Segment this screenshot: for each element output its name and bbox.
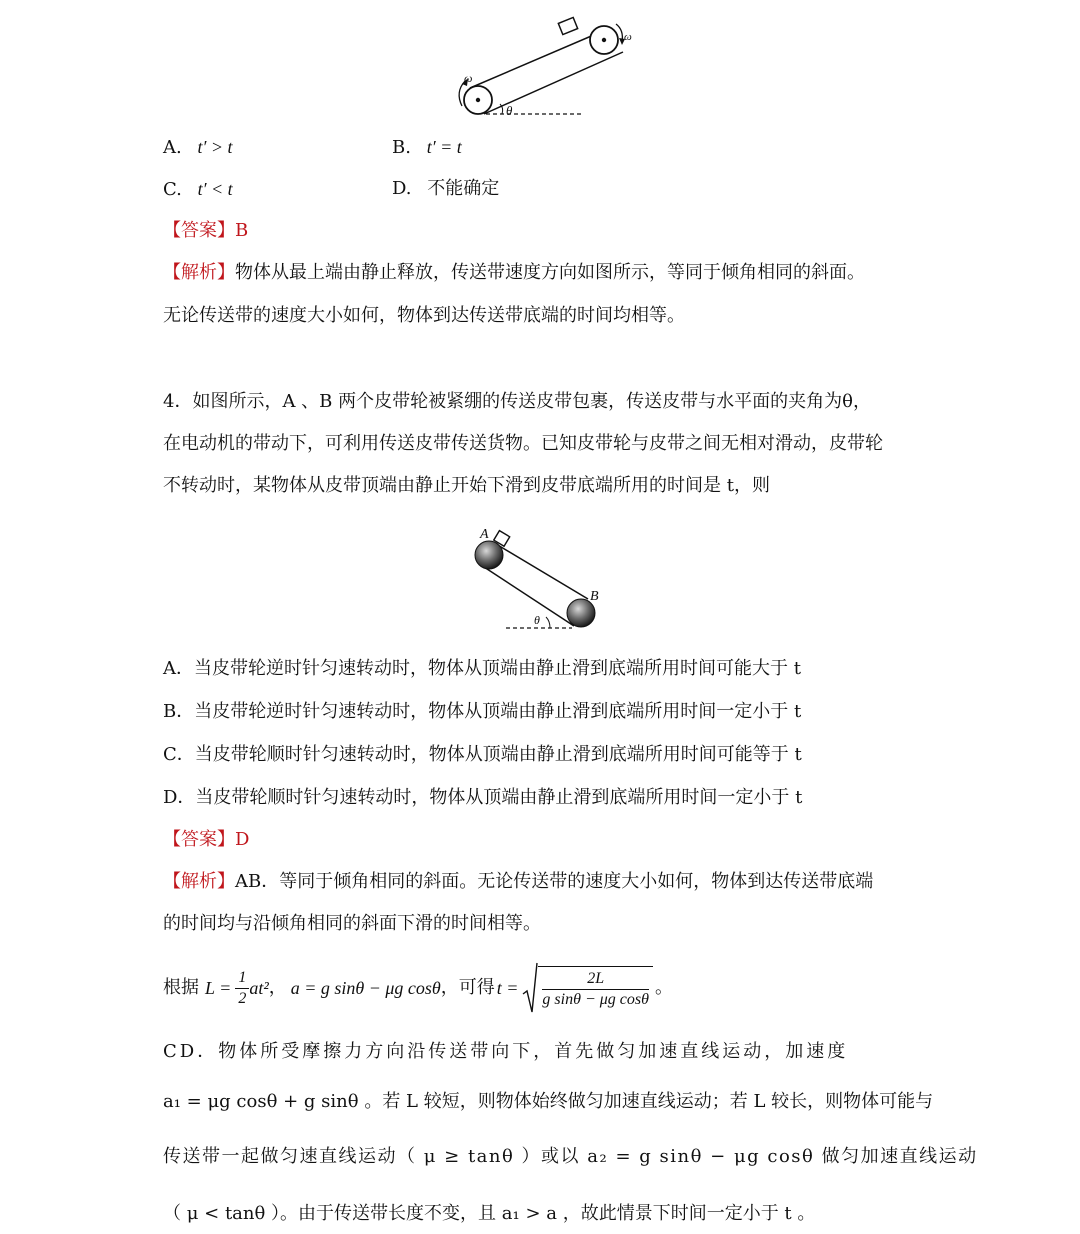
option-letter: D. <box>392 178 412 199</box>
option-expr: t′ > t <box>197 137 233 157</box>
theta-label: θ <box>534 613 540 627</box>
belt-lower-edge <box>484 52 623 114</box>
radical-sign-icon <box>522 962 538 1014</box>
formula-then: ，可得 <box>440 977 495 998</box>
q4-stem-line1: 4．如图所示，A 、B 两个皮带轮被紧绷的传送皮带包裹，传送皮带与水平面的夹角为θ， <box>163 391 871 412</box>
formula-prefix: 根据 <box>163 977 199 998</box>
belt-lower-edge <box>484 567 574 626</box>
q4-analysis-line2: 的时间均与沿倾角相同的斜面下滑的时间相等。 <box>163 913 541 934</box>
conveyor-belt-figure <box>440 10 650 125</box>
formula-sep: ， <box>268 977 287 998</box>
q4-cd-line1: CD．物体所受摩擦力方向沿传送带向下，首先做匀加速直线运动，加速度 <box>163 1041 849 1062</box>
formula-t-eq: t = <box>496 978 519 998</box>
q3-analysis-line2: 无论传送带的速度大小如何，物体到达传送带底端的时间均相等。 <box>163 305 685 326</box>
q3-option-d <box>392 177 499 201</box>
omega-label-top: ω <box>624 31 632 43</box>
q4-analysis-line1 <box>163 870 873 894</box>
analysis-text: 物体从最上端由静止释放，传送带速度方向如图所示，等同于倾角相同的斜面。 <box>235 262 865 283</box>
q4-option-b: B．当皮带轮逆时针匀速转动时，物体从顶端由静止滑到底端所用时间一定小于 t <box>163 701 802 722</box>
analysis-tag: 【解析】 <box>163 262 235 283</box>
belt-upper-edge <box>470 28 610 88</box>
label-b: B <box>590 589 599 604</box>
half-denominator: 2 <box>238 989 247 1007</box>
theta-label: θ <box>506 103 513 118</box>
half-numerator: 1 <box>235 968 249 989</box>
answer-value: B <box>235 220 249 241</box>
formula-L-eq: L = <box>205 978 232 998</box>
q4-option-a: A．当皮带轮逆时针匀速转动时，物体从顶端由静止滑到底端所用时间可能大于 t <box>163 658 801 679</box>
q4-cd-line4: （ μ < tanθ ）。由于传送带长度不变，且 a₁ > a ，故此情景下时间一定小于 t 。 <box>163 1203 816 1224</box>
option-letter: A. <box>163 137 182 158</box>
label-a: A <box>480 527 489 542</box>
q3-answer <box>163 219 248 243</box>
option-expr: t′ = t <box>426 137 462 157</box>
formula-at2: at² <box>249 978 269 998</box>
answer-tag: 【答案】 <box>163 829 235 850</box>
q3-option-c <box>163 177 233 202</box>
cargo-block <box>558 17 577 34</box>
q4-option-c: C．当皮带轮顺时针匀速转动时，物体从顶端由静止滑到底端所用时间可能等于 t <box>163 744 802 765</box>
sqrt-numerator: 2L <box>542 969 649 990</box>
sqrt-fraction <box>538 966 653 1010</box>
sqrt-expression <box>522 962 653 1014</box>
q3-option-b <box>392 135 462 160</box>
option-expr: t′ < t <box>197 179 233 199</box>
analysis-text: AB．等同于倾角相同的斜面。无论传送带的速度大小如何，物体到达传送带底端 <box>235 871 874 892</box>
sqrt-denominator: g sinθ − μg cosθ <box>542 991 649 1008</box>
option-expr: 不能确定 <box>427 178 500 199</box>
q4-answer <box>163 828 249 852</box>
pulley-ab-figure <box>470 520 610 635</box>
analysis-tag: 【解析】 <box>163 871 235 892</box>
q3-option-a <box>163 135 233 160</box>
q4-option-d: D．当皮带轮顺时针匀速转动时，物体从顶端由静止滑到底端所用时间一定小于 t <box>163 787 803 808</box>
formula-end: 。 <box>654 977 673 998</box>
answer-tag: 【答案】 <box>163 220 235 241</box>
answer-value: D <box>235 829 250 850</box>
option-letter: C. <box>163 179 182 200</box>
q4-formula-line <box>163 960 673 1016</box>
q4-stem-line2: 在电动机的带动下，可利用传送皮带传送货物。已知皮带轮与皮带之间无相对滑动，皮带轮 <box>163 433 883 454</box>
omega-label-bottom: ω <box>464 71 473 85</box>
formula-a-eq: a = g sinθ − μg cosθ <box>290 978 441 998</box>
q4-cd-line2: a₁ = μg cosθ + g sinθ 。若 L 较短，则物体始终做匀加速直线运动；若 L 较长，则物体可能与 <box>163 1091 934 1112</box>
pulley-a <box>475 541 503 569</box>
option-letter: B. <box>392 137 411 158</box>
q4-stem-line3: 不转动时，某物体从皮带顶端由静止开始下滑到皮带底端所用的时间是 t，则 <box>163 475 770 496</box>
q3-analysis-line1 <box>163 261 865 285</box>
q4-cd-line3: 传送带一起做匀速直线运动（ μ ≥ tanθ ）或以 a₂ = g sinθ − μg cosθ 做匀加速直线运动 <box>163 1146 978 1167</box>
belt-upper-edge <box>496 544 588 599</box>
half-fraction <box>235 968 249 1009</box>
